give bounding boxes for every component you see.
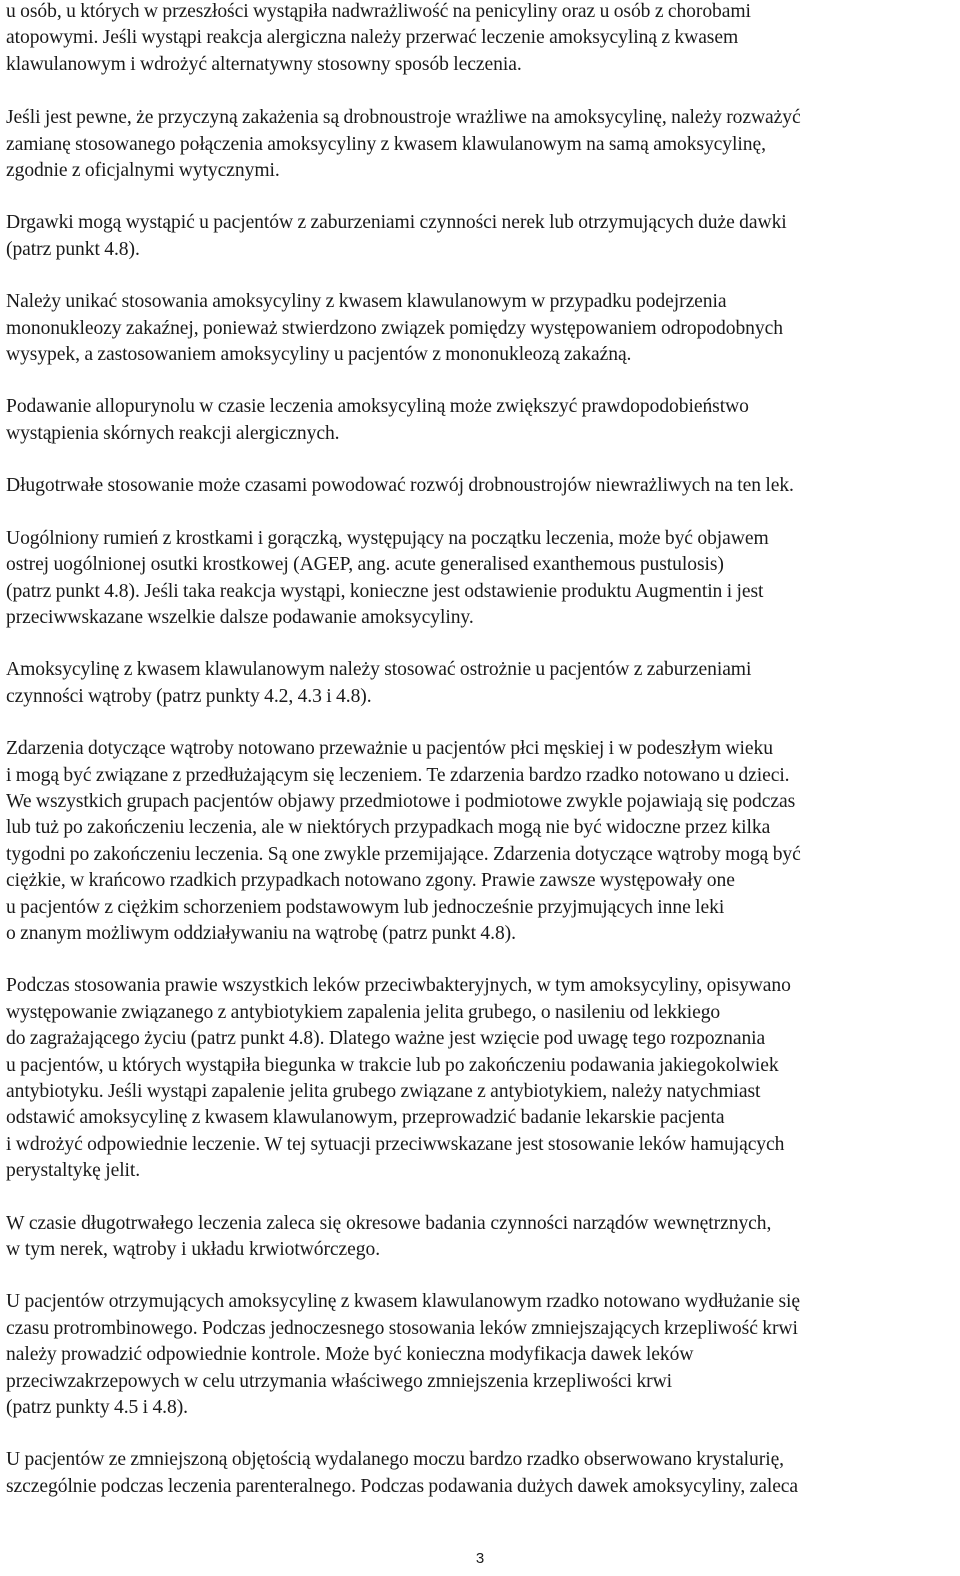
text-line: zamianę stosowanego połączenia amoksycyliny z kwasem klawulanowym na samą amoksycylinę, [6, 133, 766, 155]
text-line: klawulanowym i wdrożyć alternatywny stosowny sposób leczenia. [6, 53, 522, 75]
text-line: U pacjentów ze zmniejszoną objętością wydalanego moczu bardzo rzadko obserwowano krystalurię, [6, 1449, 785, 1471]
paragraph [6, 105, 954, 184]
text-line: Podawanie allopurynolu w czasie leczenia amoksycyliną może zwiększyć prawdopodobieństwo [6, 396, 749, 418]
text-line: do zagrażającego życiu (patrz punkt 4.8). Dlatego ważne jest wzięcie pod uwagę tego rozpoznania [6, 1028, 766, 1050]
text-line: odstawić amoksycylinę z kwasem klawulanowym, przeprowadzić badanie lekarskie pacjenta [6, 1107, 725, 1129]
text-line: We wszystkich grupach pacjentów objawy przedmiotowe i podmiotowe zwykle pojawiają się podczas [6, 790, 796, 812]
text-line: i mogą być związane z przedłużającym się leczeniem. Te zdarzenia bardzo rzadko notowano u dzieci. [6, 764, 790, 786]
paragraph [6, 289, 954, 368]
text-line: i wdrożyć odpowiednie leczenie. W tej sytuacji przeciwwskazane jest stosowanie leków hamujących [6, 1133, 785, 1155]
text-line: o znanym możliwym oddziaływaniu na wątrobę (patrz punkt 4.8). [6, 922, 516, 944]
text-line: perystaltykę jelit. [6, 1160, 141, 1182]
text-line: u pacjentów z ciężkim schorzeniem podstawowym lub jednocześnie przyjmujących inne leki [6, 896, 725, 918]
paragraph [6, 1211, 954, 1264]
text-line: u osób, u których w przeszłości wystąpiła nadwrażliwość na penicyliny oraz u osób z chorobami [6, 1, 751, 22]
text-line: U pacjentów otrzymujących amoksycylinę z kwasem klawulanowym rzadko notowano wydłużanie się [6, 1291, 800, 1313]
text-line: (patrz punkt 4.8). Jeśli taka reakcja wystąpi, konieczne jest odstawienie produktu Augmentin i jest [6, 580, 764, 602]
text-line: wysypek, a zastosowaniem amoksycyliny u pacjentów z mononukleozą zakaźną. [6, 344, 632, 366]
text-line: czynności wątroby (patrz punkty 4.2, 4.3 i 4.8). [6, 685, 372, 707]
paragraph [6, 973, 954, 1184]
text-line: tygodni po zakończeniu leczenia. Są one zwykle przemijające. Zdarzenia dotyczące wątroby mogą być [6, 843, 801, 865]
text-line: występowanie związanego z antybiotykiem zapalenia jelita grubego, o nasileniu od lekkiego [6, 1001, 721, 1023]
text-line: ostrej uogólnionej osutki krostkowej (AGEP, ang. acute generalised exanthemous pustulosis) [6, 554, 724, 576]
text-line: czasu protrombinowego. Podczas jednoczesnego stosowania leków zmniejszających krzepliwość krwi [6, 1317, 798, 1339]
text-line: Amoksycylinę z kwasem klawulanowym należy stosować ostrożnie u pacjentów z zaburzeniami [6, 659, 752, 681]
text-line: Długotrwałe stosowanie może czasami powodować rozwój drobnoustrojów niewrażliwych na ten lek. [6, 475, 794, 497]
text-line: Należy unikać stosowania amoksycyliny z kwasem klawulanowym w przypadku podejrzenia [6, 291, 727, 313]
document-body [6, 0, 954, 1526]
text-line: lub tuż po zakończeniu leczenia, ale w niektórych przypadkach mogą nie być widoczne przez kilka [6, 817, 771, 839]
paragraph [6, 210, 954, 263]
text-line: wystąpienia skórnych reakcji alergicznych. [6, 422, 340, 444]
paragraph [6, 657, 954, 710]
text-line: szczególnie podczas leczenia parenteralnego. Podczas podawania dużych dawek amoksycyliny, zaleca [6, 1475, 799, 1497]
text-line: Jeśli jest pewne, że przyczyną zakażenia są drobnoustroje wrażliwe na amoksycylinę, należy rozważyć [6, 107, 801, 129]
text-line: Drgawki mogą wystąpić u pacjentów z zaburzeniami czynności nerek lub otrzymujących duże dawki [6, 212, 787, 234]
paragraph [6, 394, 954, 447]
text-line: przeciwwskazane wszelkie dalsze podawanie amoksycyliny. [6, 606, 474, 628]
text-line: Uogólniony rumień z krostkami i gorączką, występujący na początku leczenia, może być objawem [6, 527, 769, 549]
text-line: W czasie długotrwałego leczenia zaleca się okresowe badania czynności narządów wewnętrznych, [6, 1212, 772, 1234]
text-line: ciężkie, w krańcowo rzadkich przypadkach notowano zgony. Prawie zawsze występowały one [6, 870, 735, 892]
text-line: antybiotyku. Jeśli wystąpi zapalenie jelita grubego związane z antybiotykiem, należy natychmiast [6, 1081, 761, 1102]
paragraph [6, 1447, 954, 1500]
text-line: Podczas stosowania prawie wszystkich leków przeciwbakteryjnych, w tym amoksycyliny, opisywano [6, 975, 791, 997]
paragraph [6, 473, 954, 499]
paragraph [6, 0, 954, 78]
text-line: Zdarzenia dotyczące wątroby notowano przeważnie u pacjentów płci męskiej i w podeszłym wieku [6, 738, 773, 760]
paragraph [6, 526, 954, 632]
text-line: (patrz punkty 4.5 i 4.8). [6, 1397, 188, 1419]
text-line: w tym nerek, wątroby i układu krwiotwórczego. [6, 1239, 381, 1261]
text-line: zgodnie z oficjalnymi wytycznymi. [6, 160, 280, 182]
page-number: 3 [475, 1550, 485, 1567]
text-line: atopowymi. Jeśli wystąpi reakcja alergiczna należy przerwać leczenie amoksycyliną z kwasem [6, 27, 739, 49]
text-line: u pacjentów, u których wystąpiła biegunka w trakcie lub po zakończeniu podawania jakiegokolwiek [6, 1054, 779, 1076]
text-line: należy prowadzić odpowiednie kontrole. Może być konieczna modyfikacja dawek leków [6, 1344, 694, 1366]
paragraph [6, 1289, 954, 1421]
text-line: mononukleozy zakaźnej, ponieważ stwierdzono związek pomiędzy występowaniem odropodobnych [6, 317, 783, 339]
paragraph [6, 736, 954, 947]
text-line: przeciwzakrzepowych w celu utrzymania właściwego zmniejszenia krzepliwości krwi [6, 1370, 673, 1392]
text-line: (patrz punkt 4.8). [6, 238, 140, 260]
